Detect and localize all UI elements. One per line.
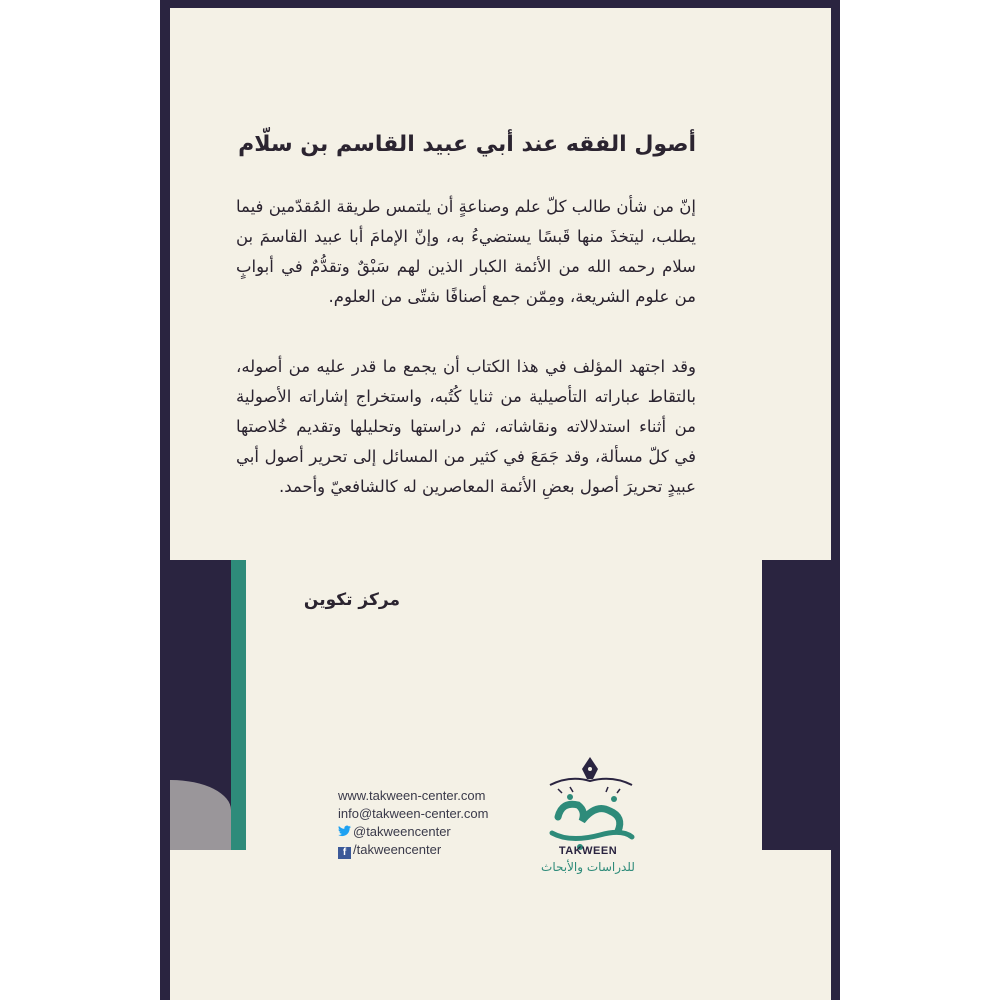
logo-subtitle: للدراسات والأبحاث: [541, 860, 635, 874]
takween-logo: [540, 755, 640, 875]
twitter-handle[interactable]: [338, 823, 538, 841]
email-link[interactable]: info@takween-center.com: [338, 806, 489, 821]
paragraph-1: إنّ من شأن طالب كلّ علم وصناعةٍ أن يلتمس طريقة المُقدّمين فيما يطلب، ليتخذَ منها قَبسًا يستضيءُ به، وإنّ الإمامَ أبا عبيد القاسمَ بن سلام رحمه الله من الأئمة الكبار الذين لهم سَبْقٌ وتقدُّمٌ في أبوابٍ من علوم الشريعة، ومِمّن جمع أصنافًا شتّى من العلوم.: [236, 197, 696, 306]
teal-stripe: [231, 560, 246, 850]
publisher-signature: مركز تكوين: [303, 590, 400, 610]
twitter-handle-text: @takweencenter: [353, 824, 451, 839]
facebook-handle[interactable]: [338, 841, 538, 859]
logo-latin-text: TAKWEEN: [558, 845, 618, 857]
contact-block: [338, 787, 538, 859]
facebook-handle-text: /takweencenter: [353, 842, 442, 857]
book-title: أصول الفقه عند أبي عبيد القاسم بن سلّام: [238, 132, 696, 157]
right-dark-band: [762, 560, 831, 850]
twitter-icon: [338, 825, 351, 837]
bottom-cream-panel: [170, 850, 831, 1000]
website-link[interactable]: www.takween-center.com: [338, 788, 486, 803]
paragraph-2: وقد اجتهد المؤلف في هذا الكتاب أن يجمع ما قدر عليه من أصوله، بالتقاط عباراته التأصيلية من ثنايا كُتُبه، واستخراج إشاراته الأصولية من أثناء استدلالاته ونقاشاته، ثم دراستها وتحليلها وتقديم خُلاصتها في كلّ مسألة، وقد جَمَعَ في كثير من المسائل إلى تحرير أصول أبي عبيدٍ تحريرَ أصول بعضِ الأئمة المعاصرين له كالشافعيّ وأحمد.: [236, 357, 696, 496]
facebook-icon: f: [338, 847, 351, 859]
